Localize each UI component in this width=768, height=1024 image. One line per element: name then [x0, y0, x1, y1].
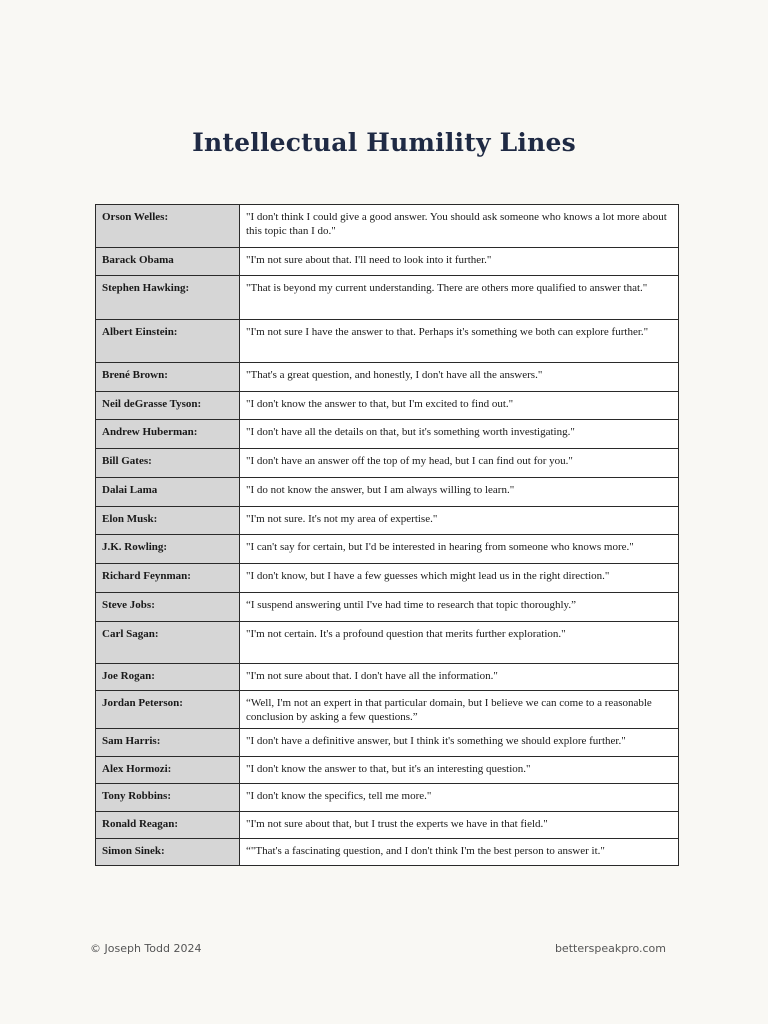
table-row — [96, 205, 679, 248]
quote-cell: "I don't have a definitive answer, but I think it's something we should explore further." — [240, 729, 679, 757]
quote-cell: "I do not know the answer, but I am always willing to learn." — [240, 478, 679, 507]
table-row — [96, 757, 679, 784]
quote-cell: "I don't know the specifics, tell me more." — [240, 784, 679, 812]
person-name-cell: Orson Welles: — [96, 205, 240, 248]
person-name-cell: Joe Rogan: — [96, 664, 240, 691]
person-name-cell: Alex Hormozi: — [96, 757, 240, 784]
person-name-cell: Bill Gates: — [96, 449, 240, 478]
table-row — [96, 812, 679, 839]
quote-cell: "I'm not sure about that, but I trust the experts we have in that field." — [240, 812, 679, 839]
person-name-cell: J.K. Rowling: — [96, 535, 240, 564]
table-row — [96, 420, 679, 449]
quote-cell: “"That's a fascinating question, and I don't think I'm the best person to answer it." — [240, 839, 679, 866]
copyright-text: © Joseph Todd 2024 — [90, 942, 202, 955]
person-name-cell: Albert Einstein: — [96, 320, 240, 363]
table-row — [96, 248, 679, 276]
quotes-table — [95, 204, 679, 866]
quote-cell: “I suspend answering until I've had time to research that topic thoroughly.” — [240, 593, 679, 622]
quote-cell: "I'm not sure about that. I'll need to look into it further." — [240, 248, 679, 276]
table-row — [96, 593, 679, 622]
table-row — [96, 622, 679, 664]
quote-cell: "I don't know, but I have a few guesses which might lead us in the right direction." — [240, 564, 679, 593]
person-name-cell: Jordan Peterson: — [96, 691, 240, 729]
table-row — [96, 839, 679, 866]
table-row — [96, 507, 679, 535]
person-name-cell: Dalai Lama — [96, 478, 240, 507]
table-row — [96, 392, 679, 420]
quote-cell: "I don't know the answer to that, but I'm excited to find out." — [240, 392, 679, 420]
quote-cell: "I'm not sure about that. I don't have all the information." — [240, 664, 679, 691]
person-name-cell: Andrew Huberman: — [96, 420, 240, 449]
quote-cell: "I don't think I could give a good answer. You should ask someone who knows a lot more about this topic than I do." — [240, 205, 679, 248]
person-name-cell: Barack Obama — [96, 248, 240, 276]
table-row — [96, 691, 679, 729]
person-name-cell: Steve Jobs: — [96, 593, 240, 622]
quote-cell: "I don't know the answer to that, but it's an interesting question." — [240, 757, 679, 784]
quote-cell: “Well, I'm not an expert in that particular domain, but I believe we can come to a reasonable conclusion by asking a few questions.” — [240, 691, 679, 729]
table-row — [96, 449, 679, 478]
table-row — [96, 478, 679, 507]
person-name-cell: Carl Sagan: — [96, 622, 240, 664]
person-name-cell: Tony Robbins: — [96, 784, 240, 812]
quote-cell: "I'm not sure. It's not my area of expertise." — [240, 507, 679, 535]
table-row — [96, 320, 679, 363]
quote-cell: "I'm not certain. It's a profound question that merits further exploration." — [240, 622, 679, 664]
page-title: Intellectual Humility Lines — [192, 128, 576, 157]
person-name-cell: Brené Brown: — [96, 363, 240, 392]
quote-cell: "I can't say for certain, but I'd be interested in hearing from someone who knows more." — [240, 535, 679, 564]
quote-cell: "I'm not sure I have the answer to that. Perhaps it's something we both can explore further." — [240, 320, 679, 363]
person-name-cell: Stephen Hawking: — [96, 276, 240, 320]
table-row — [96, 363, 679, 392]
table-row — [96, 664, 679, 691]
table-row — [96, 729, 679, 757]
person-name-cell: Richard Feynman: — [96, 564, 240, 593]
table-row — [96, 535, 679, 564]
quote-cell: "That is beyond my current understanding. There are others more qualified to answer that." — [240, 276, 679, 320]
person-name-cell: Sam Harris: — [96, 729, 240, 757]
table-row — [96, 276, 679, 320]
table-row — [96, 564, 679, 593]
quote-cell: "I don't have all the details on that, but it's something worth investigating." — [240, 420, 679, 449]
quote-cell: "That's a great question, and honestly, I don't have all the answers." — [240, 363, 679, 392]
table-row — [96, 784, 679, 812]
person-name-cell: Simon Sinek: — [96, 839, 240, 866]
person-name-cell: Ronald Reagan: — [96, 812, 240, 839]
quote-cell: "I don't have an answer off the top of my head, but I can find out for you." — [240, 449, 679, 478]
website-text: betterspeakpro.com — [554, 942, 666, 955]
person-name-cell: Elon Musk: — [96, 507, 240, 535]
person-name-cell: Neil deGrasse Tyson: — [96, 392, 240, 420]
